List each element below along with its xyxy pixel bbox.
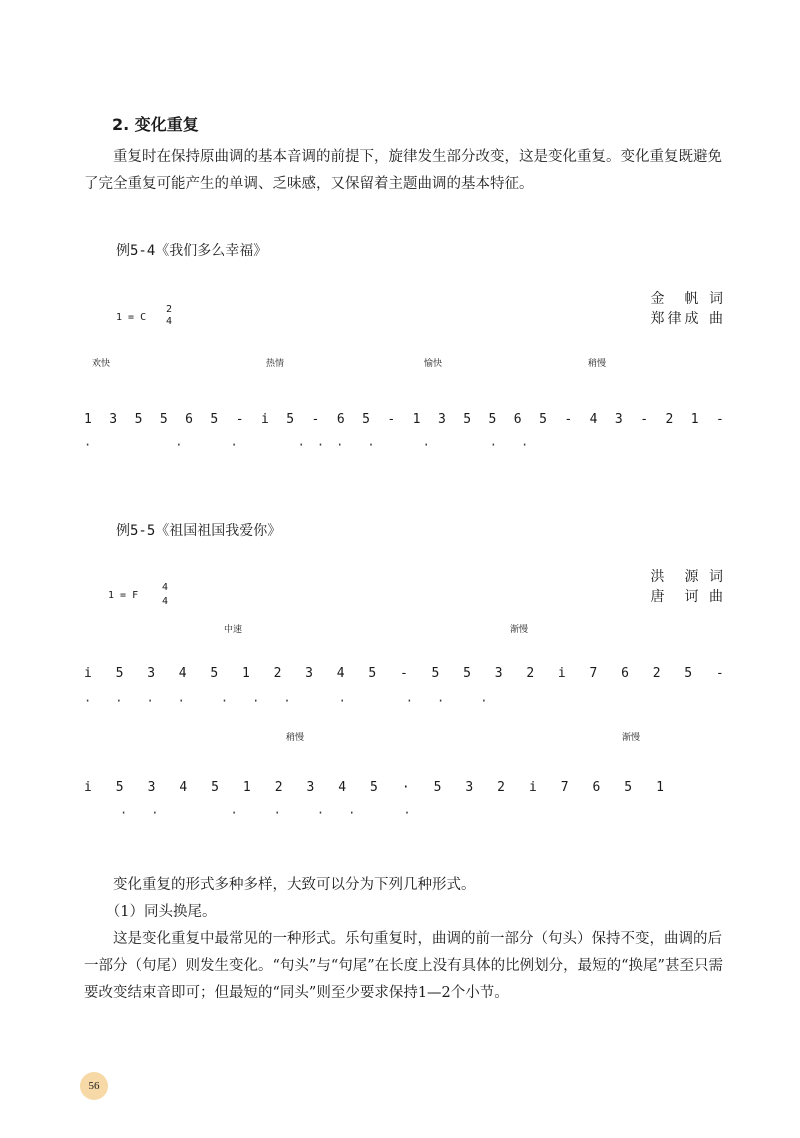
example-2-lyricist: 洪 源 词 bbox=[650, 569, 726, 585]
notation-note: 2 bbox=[273, 666, 282, 681]
example-1-composer: 郑律成 曲 bbox=[650, 311, 726, 327]
notation-note: 5 bbox=[624, 780, 633, 795]
notation-note: 5 bbox=[431, 666, 440, 681]
notation-note: 1 bbox=[241, 666, 250, 681]
notation-note: i bbox=[528, 780, 537, 795]
notation-note: 4 bbox=[179, 780, 188, 795]
notation-note: - bbox=[716, 412, 724, 427]
notation-note: - bbox=[564, 412, 573, 427]
notation-note: 6 bbox=[513, 412, 522, 427]
notation-note: 6 bbox=[621, 666, 629, 681]
tempo-mark: 欢快 bbox=[92, 359, 111, 369]
notation-note: 1 bbox=[690, 412, 699, 427]
notation-note: - bbox=[311, 412, 320, 427]
notation-note: 3 bbox=[614, 412, 623, 427]
example-2-notation-line-2 bbox=[84, 780, 664, 795]
example-1-time-top: 2 bbox=[166, 304, 173, 315]
example-1-lyricist: 金 帆 词 bbox=[650, 291, 726, 307]
notation-note: i bbox=[260, 412, 269, 427]
notation-note: 7 bbox=[589, 666, 598, 681]
notation-note: 2 bbox=[497, 780, 505, 795]
tempo-mark: 稍慢 bbox=[588, 359, 607, 369]
notation-note: i bbox=[557, 666, 566, 681]
notation-note: - bbox=[399, 666, 408, 681]
example-2-notation-line-1 bbox=[84, 666, 724, 681]
notation-note: 5 bbox=[488, 412, 497, 427]
notation-note: 4 bbox=[178, 666, 187, 681]
notation-note: 3 bbox=[147, 780, 156, 795]
tempo-mark: 中速 bbox=[224, 625, 243, 635]
notation-note: 1 bbox=[242, 780, 251, 795]
notation-note: 5 bbox=[211, 780, 219, 795]
notation-note: - bbox=[235, 412, 244, 427]
notation-note: 5 bbox=[433, 780, 442, 795]
example-2-octave-dots-1: · · · · · · · · · · · bbox=[84, 694, 488, 708]
notation-note: 5 bbox=[115, 780, 124, 795]
notation-note: - bbox=[640, 412, 649, 427]
example-2-title: 例5-5《祖国祖国我爱你》 bbox=[116, 523, 282, 539]
intro-paragraph: 重复时在保持原曲调的基本音调的前提下，旋律发生部分改变，这是变化重复。变化重复既避免了完全重复可能产生的单调、乏味感，又保留着主题曲调的基本特征。 bbox=[84, 149, 722, 192]
example-2-octave-dots-2: · · · · · · · bbox=[84, 806, 411, 820]
notation-note: 1 bbox=[412, 412, 421, 427]
tempo-mark: 热情 bbox=[266, 359, 285, 369]
notation-note: 5 bbox=[463, 666, 471, 681]
page-number: 56 bbox=[80, 1072, 108, 1100]
notation-note: 1 bbox=[656, 780, 664, 795]
notation-note: 3 bbox=[109, 412, 118, 427]
example-1-key: 1 = C bbox=[116, 312, 147, 323]
notation-note: 1 bbox=[84, 412, 92, 427]
notation-note: 5 bbox=[210, 666, 219, 681]
notation-note: 3 bbox=[437, 412, 446, 427]
notation-note: 3 bbox=[306, 780, 315, 795]
notation-note: 2 bbox=[274, 780, 283, 795]
notation-note: 2 bbox=[652, 666, 661, 681]
notation-note: i bbox=[84, 666, 92, 681]
notation-note: i bbox=[84, 780, 92, 795]
notation-note: 4 bbox=[338, 780, 347, 795]
notation-note: 6 bbox=[592, 780, 601, 795]
notation-note: 4 bbox=[589, 412, 598, 427]
notation-note: 5 bbox=[539, 412, 547, 427]
notation-note: 3 bbox=[465, 780, 474, 795]
example-2-key: 1 = F bbox=[108, 590, 139, 601]
notation-note: 4 bbox=[336, 666, 345, 681]
example-2-time-bottom: 4 bbox=[162, 596, 169, 607]
notation-note: - bbox=[387, 412, 396, 427]
example-2-time-top: 4 bbox=[162, 582, 169, 593]
body-paragraph-2: （1）同头换尾。 bbox=[84, 904, 217, 920]
notation-note: 5 bbox=[210, 412, 219, 427]
notation-note: 5 bbox=[286, 412, 295, 427]
notation-note: 2 bbox=[665, 412, 674, 427]
tempo-mark: 愉快 bbox=[424, 359, 443, 369]
notation-note: 6 bbox=[336, 412, 345, 427]
body-paragraph-3: 这是变化重复中最常见的一种形式。乐句重复时，曲调的前一部分（句头）保持不变，曲调的后一部分（句尾）则发生变化。“句头”与“句尾”在长度上没有具体的比例划分，最短的“换尾”甚至只需要改变结束音即可；但最短的“同头”则至少要求保持1—2个小节。 bbox=[84, 931, 723, 1001]
example-1-notation bbox=[84, 412, 724, 427]
notation-note: 5 bbox=[684, 666, 693, 681]
notation-note: 5 bbox=[368, 666, 377, 681]
notation-note: 3 bbox=[305, 666, 313, 681]
body-paragraph-1: 变化重复的形式多种多样，大致可以分为下列几种形式。 bbox=[84, 877, 476, 893]
example-1-title: 例5-4《我们多么幸福》 bbox=[116, 243, 268, 259]
notation-note: 2 bbox=[526, 666, 535, 681]
notation-note: · bbox=[401, 780, 410, 795]
notation-note: 5 bbox=[134, 412, 143, 427]
example-1-octave-dots: · · · · · · · · · · bbox=[84, 438, 529, 452]
tempo-mark: 稍慢 bbox=[286, 733, 305, 743]
notation-note: 5 bbox=[115, 666, 124, 681]
example-1-time-bottom: 4 bbox=[166, 316, 173, 327]
notation-note: 5 bbox=[362, 412, 370, 427]
notation-note: 3 bbox=[494, 666, 503, 681]
notation-note: 5 bbox=[370, 780, 378, 795]
notation-note: 6 bbox=[185, 412, 193, 427]
example-2-composer: 唐 诃 曲 bbox=[650, 589, 726, 605]
notation-note: - bbox=[715, 666, 724, 681]
notation-note: 5 bbox=[463, 412, 472, 427]
notation-note: 7 bbox=[560, 780, 569, 795]
notation-note: 3 bbox=[147, 666, 156, 681]
tempo-mark: 渐慢 bbox=[510, 625, 529, 635]
notation-note: 5 bbox=[159, 412, 168, 427]
section-heading: 2. 变化重复 bbox=[112, 115, 199, 134]
tempo-mark: 渐慢 bbox=[622, 733, 641, 743]
